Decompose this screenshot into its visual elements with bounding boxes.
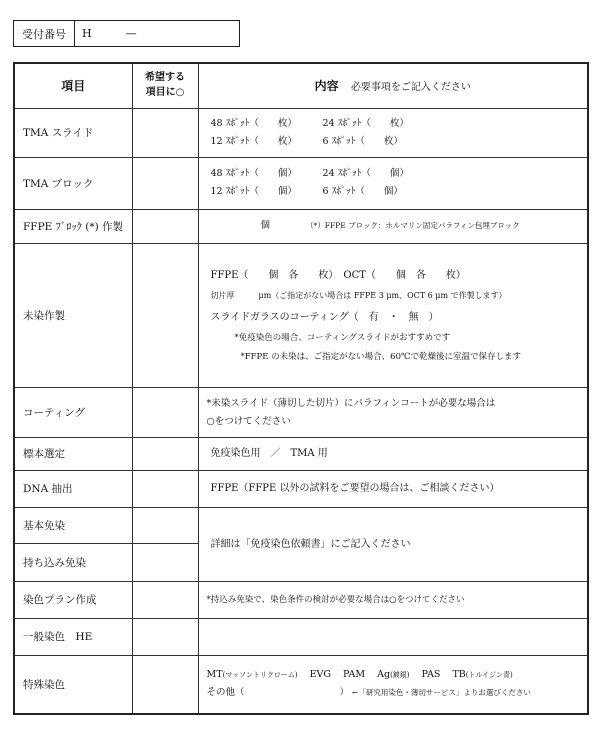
content-special <box>198 655 588 714</box>
stain-evg: EVG <box>309 669 332 681</box>
content-dna: FFPE（FFPE 以外の試料をご要望の場合は、ご相談ください） <box>198 470 588 507</box>
tma-block-12: 12 ｽﾎﾟｯﾄ（ 個） <box>210 186 297 198</box>
reception-prefix: H <box>82 27 92 40</box>
header-item: 項目 <box>14 63 132 108</box>
header-content-title: 内容 <box>314 79 339 94</box>
row-label-special: 特殊染色 <box>14 655 132 714</box>
table-row <box>14 108 588 157</box>
unstained-line5: *FFPE の未染は、ご指定がない場合、60℃で乾燥後に室温で保存します <box>240 352 521 363</box>
table-row <box>14 618 588 655</box>
check-cell-ffpe-block[interactable] <box>132 209 198 244</box>
tma-block-6: 6 ｽﾎﾟｯﾄ（ 個） <box>322 186 403 198</box>
row-label-basic-immuno: 基本免染 <box>14 507 132 543</box>
tma-slide-48: 48 ｽﾎﾟｯﾄ（ 枚） <box>210 117 297 129</box>
content-ffpe-block <box>198 209 588 244</box>
content-unstained <box>198 244 588 388</box>
stain-other: その他（ ） <box>206 687 350 699</box>
table-row <box>14 581 588 618</box>
check-cell-dna[interactable] <box>132 470 198 507</box>
special-other-line <box>207 684 588 702</box>
row-label-dna: DNA 抽出 <box>14 470 132 507</box>
header-content-sub: 必要事項をご記入ください <box>350 82 471 94</box>
row-label-bring-immuno: 持ち込み免染 <box>14 543 132 581</box>
check-cell-basic-immuno[interactable] <box>132 507 198 543</box>
table-row <box>14 655 588 714</box>
tma-block-24: 24 ｽﾎﾟｯﾄ（ 個） <box>322 168 409 180</box>
table-row <box>14 507 588 543</box>
row-label-specimen: 標本選定 <box>14 437 132 470</box>
content-coating <box>198 388 588 437</box>
tma-block-48: 48 ｽﾎﾟｯﾄ（ 個） <box>210 168 297 180</box>
stain-mt-sub: (マッソントリクローム) <box>222 671 298 680</box>
header-row <box>14 63 588 108</box>
table-row <box>14 437 588 470</box>
table-row <box>14 209 588 244</box>
reception-number-field[interactable] <box>75 21 239 46</box>
row-label-unstained: 未染作製 <box>14 244 132 388</box>
check-cell-unstained[interactable] <box>132 244 198 388</box>
stain-pam: PAM <box>343 669 366 681</box>
reception-dash: — <box>125 27 137 40</box>
content-plan: *持込み免染で、染色条件の検討が必要な場合は○をつけてください <box>198 581 588 618</box>
table-row <box>14 470 588 507</box>
check-cell-bring-immuno[interactable] <box>132 543 198 581</box>
stain-pas: PAS <box>421 669 441 681</box>
reception-number-label: 受付番号 <box>14 21 75 46</box>
row-label-tma-block: TMA ブロック <box>14 158 132 209</box>
unstained-line1: FFPE（ 個 各 枚） OCT（ 個 各 枚） <box>210 270 466 282</box>
check-cell-plan[interactable] <box>132 581 198 618</box>
tma-slide-6: 6 ｽﾎﾟｯﾄ（ 枚） <box>322 135 403 147</box>
header-want-line2: 項目に○ <box>145 86 185 98</box>
header-want <box>132 63 198 108</box>
table-row <box>14 388 588 437</box>
reception-number-box <box>13 20 240 47</box>
unstained-line3: スライドガラスのコーティング（ 有 ・ 無 ） <box>210 311 439 323</box>
unstained-line2: 切片厚 μm（ご指定がない場合は FFPE 3 μm、OCT 6 μm で作製します） <box>210 291 507 301</box>
row-label-ffpe-block: FFPE ﾌﾞﾛｯｸ (*) 作製 <box>14 209 132 244</box>
row-label-tma-slide: TMA スライド <box>14 108 132 157</box>
header-want-line1: 希望する <box>145 72 185 84</box>
stain-mt: MT <box>206 669 223 681</box>
stain-tb-sub: (トルイジン青) <box>465 671 513 680</box>
check-cell-tma-block[interactable] <box>132 158 198 209</box>
tma-slide-12: 12 ｽﾎﾟｯﾄ（ 枚） <box>210 135 297 147</box>
check-cell-specimen[interactable] <box>132 437 198 470</box>
content-immuno: 詳細は「免疫染色依頼書」にご記入ください <box>198 507 588 581</box>
table-row <box>14 158 588 209</box>
stain-ag-sub: (鍍銀) <box>390 671 410 680</box>
ffpe-block-note: （*）FFPE ブロック：ホルマリン固定パラフィン包埋ブロック <box>306 221 520 231</box>
unstained-line4: *免疫染色の場合、コーティングスライドがおすすめです <box>234 332 451 343</box>
row-label-coating: コーティング <box>14 388 132 437</box>
content-he <box>198 618 588 655</box>
table-row <box>14 244 588 388</box>
tma-slide-24: 24 ｽﾎﾟｯﾄ（ 枚） <box>322 117 409 129</box>
stain-tb: TB <box>452 669 466 681</box>
check-cell-coating[interactable] <box>132 388 198 437</box>
check-cell-he[interactable] <box>132 618 198 655</box>
check-cell-tma-slide[interactable] <box>132 108 198 157</box>
ffpe-block-count: 個 <box>260 220 271 232</box>
content-tma-slide <box>198 108 588 157</box>
check-cell-special[interactable] <box>132 655 198 714</box>
special-stains-line <box>207 666 588 684</box>
content-specimen: 免疫染色用 ／ TMA 用 <box>198 437 588 470</box>
stain-other-note: ←「研究用染色・薄切サービス」よりお選びください <box>352 688 531 698</box>
header-content <box>198 63 588 108</box>
row-label-he: 一般染色 HE <box>14 618 132 655</box>
coating-line2: ○をつけてください <box>206 415 291 427</box>
stain-ag: Ag <box>377 669 391 681</box>
row-label-plan: 染色プラン作成 <box>14 581 132 618</box>
coating-line1: *未染スライド（薄切した切片）にパラフィンコートが必要な場合は <box>206 397 496 409</box>
content-tma-block <box>198 158 588 209</box>
order-form-table <box>13 62 589 715</box>
